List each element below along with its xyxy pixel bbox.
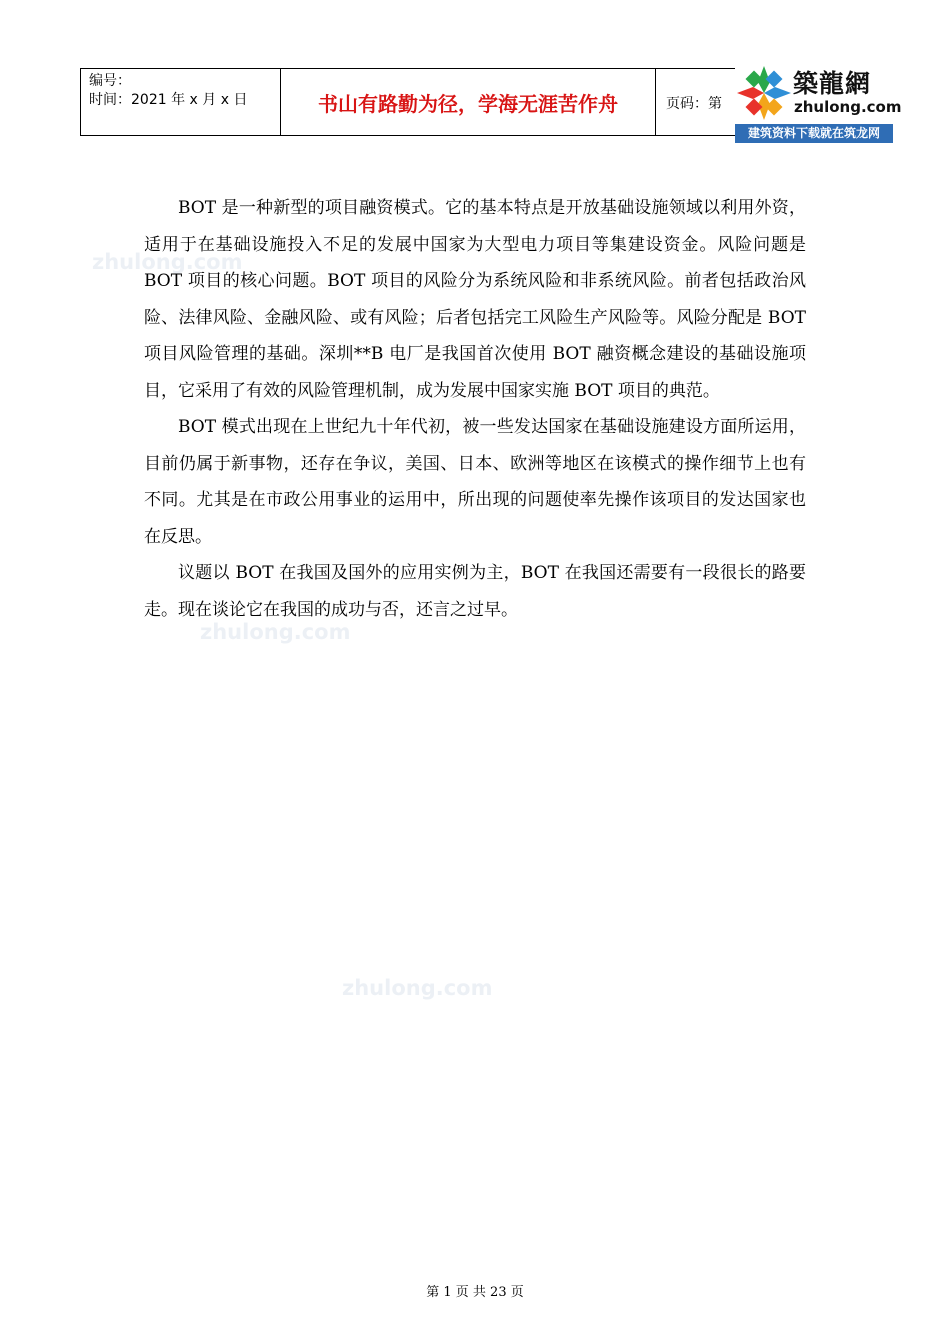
paragraph: BOT 是一种新型的项目融资模式。它的基本特点是开放基础设施领域以利用外资，适用于在基础设施投入不足的发展中国家为大型电力项目等集建设资金。风险问题是 BOT 项目的核心问题。BOT 项目的风险分为系统风险和非系统风险。前者包括政治风险、法律风险、金融风险、或有风险；后者包括完工风险生产风险等。风险分配是 BOT 项目风险管理的基础。深圳**B 电厂是我国首次使用 BOT 融资概念建设的基础设施项目，它采用了有效的风险管理机制，成为发展中国家实施 BOT 项目的典范。 <box>144 198 806 401</box>
zhulong-logo <box>735 62 902 144</box>
body-text <box>144 190 806 628</box>
header-info-cell <box>81 69 281 135</box>
date-label: 时间：2021 年 x 月 x 日 <box>89 92 248 108</box>
paragraph: 议题以 BOT 在我国及国外的应用实例为主，BOT 在我国还需要有一段很长的路要走。现在谈论它在我国的成功与否，还言之过早。 <box>144 563 806 620</box>
watermark: zhulong.com <box>92 250 243 274</box>
paragraph: BOT 模式出现在上世纪九十年代初，被一些发达国家在基础设施建设方面所运用，目前仍属于新事物，还存在争议，美国、日本、欧洲等地区在该模式的操作细节上也有不同。尤其是在市政公用事业的运用中，所出现的问题使率先操作该项目的发达国家也在反思。 <box>144 417 806 547</box>
logo-tagline: 建筑资料下载就在筑龙网 <box>735 124 893 143</box>
logo-domain: zhulong.com <box>794 98 902 116</box>
watermark: zhulong.com <box>200 620 351 644</box>
page-number-label: 页码：第 <box>666 96 722 112</box>
number-label: 编号： <box>89 73 131 89</box>
logo-star-icon <box>735 64 793 122</box>
watermark: zhulong.com <box>342 976 493 1000</box>
page-footer: 第 1 页 共 23 页 <box>426 1285 524 1300</box>
header-motto: 书山有路勤为径，学海无涯苦作舟 <box>281 69 656 135</box>
logo-chinese-name: 築龍網 <box>793 69 872 98</box>
